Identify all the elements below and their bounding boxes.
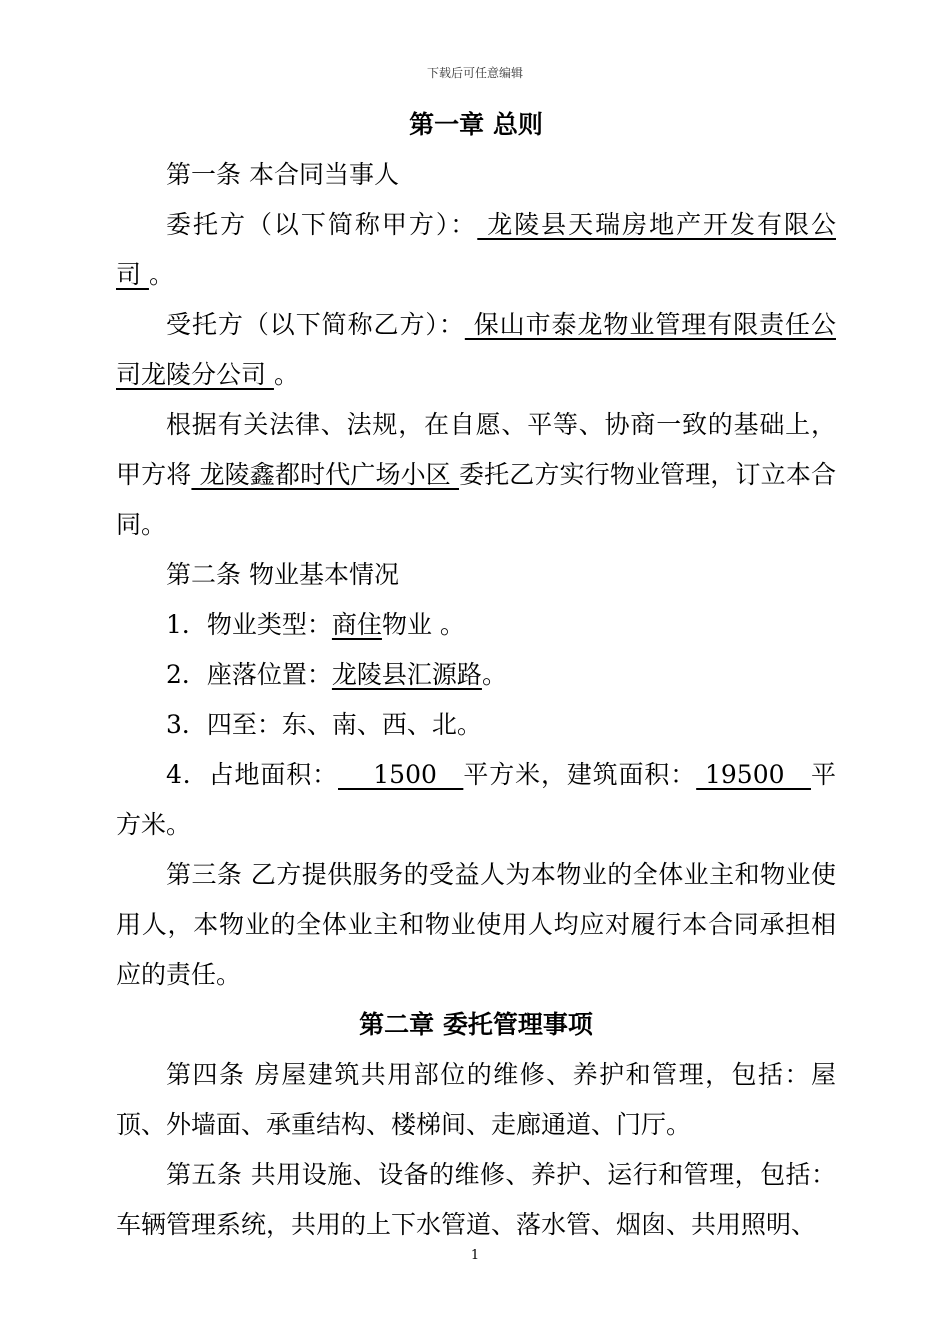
party-a-line bbox=[116, 200, 836, 300]
item-location bbox=[116, 650, 836, 700]
item1-end: 。 bbox=[431, 610, 465, 639]
item-area bbox=[116, 750, 836, 850]
basis-paragraph bbox=[116, 400, 836, 550]
party-b-label: 受托方（以下简称乙方）： bbox=[166, 310, 465, 339]
item2-value: 龙陵县汇源路 bbox=[331, 660, 482, 689]
land-area-value: 1500 bbox=[338, 760, 464, 789]
item1-value-rest: 物业 bbox=[381, 610, 432, 639]
basis-pre: 根据有关法律、法规，在自愿、平等、协商一致的基础上，甲方将 bbox=[116, 410, 836, 489]
item4-end: 平方米。 bbox=[116, 760, 836, 839]
document-body bbox=[116, 100, 836, 1250]
chapter-2-title: 第二章 委托管理事项 bbox=[359, 1010, 593, 1039]
item4-label: 4．占地面积： bbox=[166, 760, 338, 789]
item2-label: 2．座落位置： bbox=[166, 660, 332, 689]
item-boundaries: 3．四至：东、南、西、北。 bbox=[166, 710, 482, 739]
party-a-name: 龙陵县天瑞房地产开发有限公司 bbox=[116, 210, 836, 289]
article-5: 第五条 共用设施、设备的维修、养护、运行和管理，包括：车辆管理系统，共用的上下水管道、落水管、烟囱、共用照明、 bbox=[116, 1160, 836, 1239]
item2-end: 。 bbox=[481, 660, 507, 689]
item4-mid: 平方米，建筑面积： bbox=[463, 760, 697, 789]
article-1: 第一条 本合同当事人 bbox=[166, 160, 399, 189]
party-a-label: 委托方（以下简称甲方）： bbox=[166, 210, 478, 239]
item1-label: 1．物业类型： bbox=[166, 610, 332, 639]
item-property-type bbox=[116, 600, 836, 650]
party-b-name: 保山市泰龙物业管理有限责任公司龙陵分公司 bbox=[116, 310, 836, 389]
party-b-end: 。 bbox=[273, 360, 299, 389]
chapter-1-title: 第一章 总则 bbox=[409, 110, 543, 139]
page-header-note: 下载后可任意编辑 bbox=[426, 66, 523, 80]
basis-property: 龙陵鑫都时代广场小区 bbox=[191, 460, 459, 489]
party-a-end: 。 bbox=[148, 260, 174, 289]
page-number: 1 bbox=[470, 1248, 480, 1263]
article-2: 第二条 物业基本情况 bbox=[166, 560, 399, 589]
party-b-line bbox=[116, 300, 836, 400]
article-3: 第三条 乙方提供服务的受益人为本物业的全体业主和物业使用人，本物业的全体业主和物业使用人均应对履行本合同承担相应的责任。 bbox=[116, 860, 836, 989]
basis-post: 委托乙方实行物业管理，订立本合同。 bbox=[116, 460, 836, 539]
building-area-value: 19500 bbox=[696, 760, 811, 789]
article-4: 第四条 房屋建筑共用部位的维修、养护和管理，包括：屋顶、外墙面、承重结构、楼梯间、走廊通道、门厅。 bbox=[116, 1060, 836, 1139]
item1-value-underlined: 商住 bbox=[331, 610, 382, 639]
